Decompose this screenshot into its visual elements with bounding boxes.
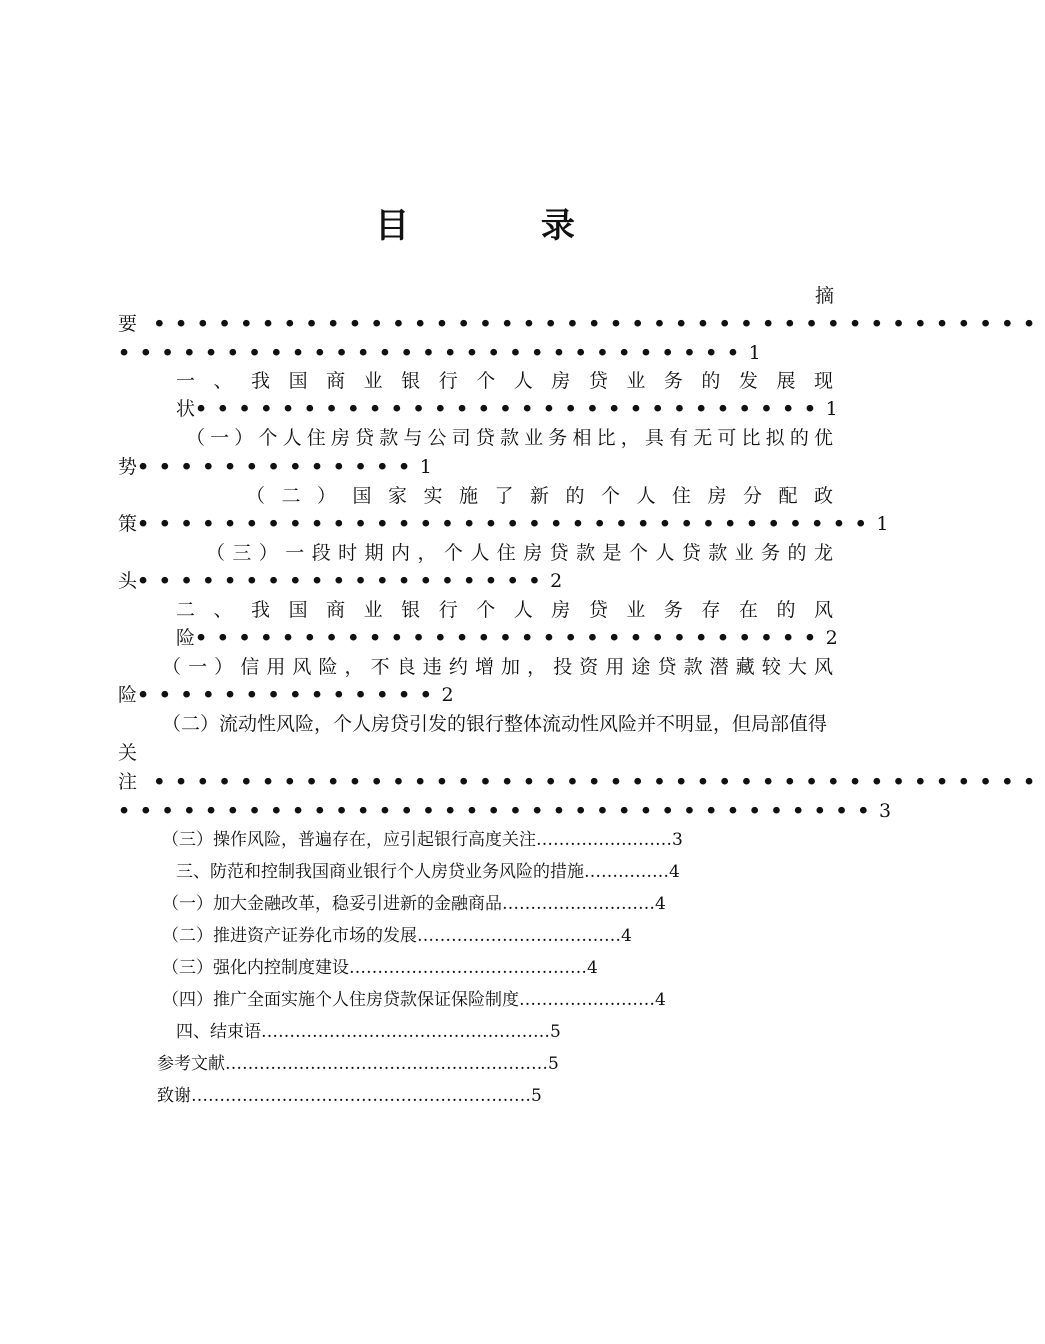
page-title: 目 录 <box>375 206 635 246</box>
toc-leader: ••••••••••••••••••• <box>137 570 551 592</box>
toc-entry-section-2-2-cont2[interactable] <box>118 768 1045 796</box>
toc-text: 注 <box>118 771 138 793</box>
toc-text: （一）加大金融改革，稳妥引进新的金融商品 <box>162 894 502 914</box>
toc-text: （三）操作风险，普遍存在，应引起银行高度关注 <box>162 830 536 850</box>
toc-entry-section-1-2[interactable] <box>246 482 833 510</box>
toc-page-number: 2 <box>550 570 563 592</box>
toc-page-number: 5 <box>531 1086 542 1106</box>
toc-page-number: 5 <box>548 1054 559 1074</box>
toc-page-number: 4 <box>655 894 666 914</box>
toc-text: 三、防范和控制我国商业银行个人房贷业务风险的措施 <box>176 862 584 882</box>
toc-entry-section-1-1[interactable] <box>186 424 833 452</box>
toc-text: （三）强化内控制度建设 <box>162 958 349 978</box>
toc-text: 策 <box>118 513 138 535</box>
toc-entry-abstract-cont[interactable] <box>118 310 1045 338</box>
toc-entry-section-2-1-cont[interactable] <box>118 681 454 709</box>
toc-entry-section-1-2-cont[interactable] <box>118 510 888 538</box>
toc-leader: ••••••••••••••••••••••••••••• <box>195 398 826 420</box>
toc-entry-section-1-3-cont[interactable] <box>118 567 562 595</box>
toc-text: 关 <box>118 742 138 764</box>
toc-text: 参考文献 <box>157 1054 225 1074</box>
toc-leader: …………………………………………… <box>261 1022 550 1042</box>
toc-entry-section-1[interactable] <box>176 367 833 395</box>
toc-leader: …………………………………… <box>349 958 587 978</box>
toc-text: 致谢 <box>157 1086 191 1106</box>
toc-text: 一、我国商业银行个人房贷业务的发展现 <box>176 370 833 392</box>
toc-page-number: 1 <box>748 342 761 364</box>
toc-entry-section-2-2-cont1[interactable] <box>118 739 137 767</box>
toc-page-number: 2 <box>441 684 454 706</box>
toc-text: 头 <box>118 570 138 592</box>
toc-leader: …………… <box>584 862 669 882</box>
toc-text: 二、我国商业银行个人房贷业务存在的风 <box>176 599 833 621</box>
toc-leader: •••••••••••••••••••••••••••••••••• <box>137 513 877 535</box>
toc-page-number: 4 <box>621 926 632 946</box>
toc-text: （三）一段时期内，个人住房贷款是个人贷款业务的龙 <box>206 542 833 564</box>
toc-page-number: 1 <box>419 456 432 478</box>
toc-leader: …………………… <box>519 990 655 1010</box>
toc-entry-section-2[interactable] <box>176 596 833 624</box>
toc-page-number: 5 <box>550 1022 561 1042</box>
toc-text: 要 <box>118 313 138 335</box>
toc-entry-section-3[interactable] <box>176 860 680 884</box>
toc-page-number: 4 <box>655 990 666 1010</box>
toc-page-number: 1 <box>876 513 889 535</box>
toc-leader: ••••••••••••••••••••••••••••••••••••••••• <box>137 313 1045 335</box>
toc-leader: ••••••••••••• <box>137 456 420 478</box>
toc-entry-acknowledgements[interactable] <box>157 1084 542 1108</box>
toc-leader: ……………………………… <box>417 926 621 946</box>
toc-page-number: 4 <box>587 958 598 978</box>
toc-entry-section-2-2-page[interactable] <box>118 797 891 825</box>
toc-entry-section-2-1[interactable] <box>162 653 833 681</box>
toc-text: （二）国家实施了新的个人住房分配政 <box>246 485 833 507</box>
toc-entry-section-4[interactable] <box>176 1020 561 1044</box>
toc-text: （一）个人住房贷款与公司贷款业务相比，具有无可比拟的优 <box>186 427 833 449</box>
toc-entry-section-2-3[interactable] <box>162 828 683 852</box>
toc-page-number: 3 <box>879 800 892 822</box>
toc-entry-abstract-first[interactable] <box>815 282 834 310</box>
toc-page-number: 2 <box>825 627 838 649</box>
toc-text: 势 <box>118 456 138 478</box>
toc-entry-section-2-cont[interactable] <box>176 624 838 652</box>
toc-text: （四）推广全面实施个人住房贷款保证保险制度 <box>162 990 519 1010</box>
toc-entry-section-2-2[interactable] <box>162 710 827 738</box>
toc-text: 四、结束语 <box>176 1022 261 1042</box>
toc-leader: ••••••••••••••••••••••••••••• <box>118 342 749 364</box>
toc-entry-section-1-cont[interactable] <box>176 395 838 423</box>
toc-text: 状 <box>176 398 196 420</box>
toc-leader: …………………… <box>536 830 672 850</box>
toc-text: 险 <box>118 684 138 706</box>
toc-leader: •••••••••••••• <box>137 684 442 706</box>
toc-entry-section-3-3[interactable] <box>162 956 598 980</box>
toc-text: 摘 <box>815 285 835 307</box>
toc-page-number: 3 <box>672 830 683 850</box>
toc-page-number: 1 <box>825 398 838 420</box>
toc-entry-section-1-1-cont[interactable] <box>118 453 432 481</box>
toc-leader: ••••••••••••••••••••••••••••••••••••••••• <box>137 771 1045 793</box>
toc-leader: ……………………… <box>502 894 655 914</box>
toc-entry-abstract-page[interactable] <box>118 339 761 367</box>
toc-entry-references[interactable] <box>157 1052 559 1076</box>
toc-text: 险 <box>176 627 196 649</box>
toc-leader: ………………………………………………… <box>225 1054 548 1074</box>
toc-text: （二）流动性风险，个人房贷引发的银行整体流动性风险并不明显，但局部值得 <box>162 713 828 735</box>
toc-leader: …………………………………………………… <box>191 1086 531 1106</box>
toc-entry-section-3-1[interactable] <box>162 892 666 916</box>
toc-entry-section-1-3[interactable] <box>206 539 833 567</box>
toc-leader: ••••••••••••••••••••••••••••• <box>195 627 826 649</box>
toc-page-number: 4 <box>669 862 680 882</box>
toc-leader: ••••••••••••••••••••••••••••••••••• <box>118 800 880 822</box>
toc-entry-section-3-4[interactable] <box>162 988 666 1012</box>
toc-text: （二）推进资产证券化市场的发展 <box>162 926 417 946</box>
toc-text: （一）信用风险，不良违约增加，投资用途贷款潜藏较大风 <box>162 656 833 678</box>
toc-entry-section-3-2[interactable] <box>162 924 632 948</box>
